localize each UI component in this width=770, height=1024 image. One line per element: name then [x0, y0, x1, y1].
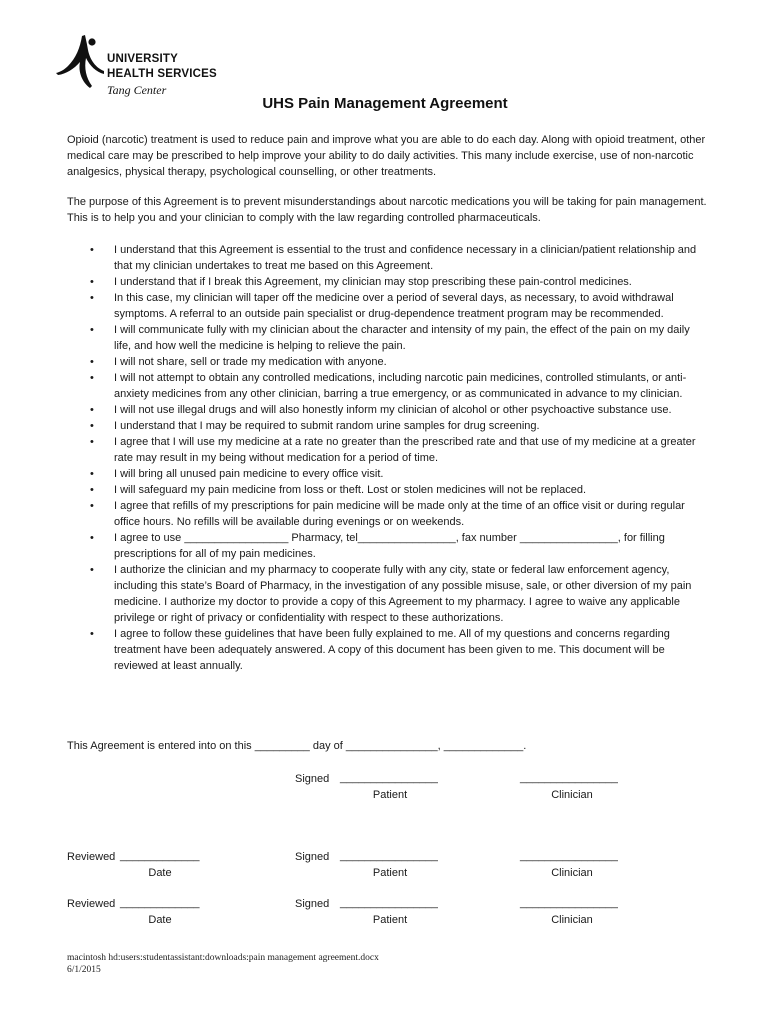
bullet-item [67, 354, 707, 370]
bullet-item [67, 482, 707, 498]
bullet-icon: • [90, 292, 94, 304]
bullet-icon: • [90, 276, 94, 288]
bullet-item [67, 626, 707, 674]
file-path: macintosh hd:users:studentassistant:downloads:pain management agreement.docx [67, 953, 379, 963]
clinician-caption: Clinician [551, 789, 593, 801]
clinician-caption: Clinician [551, 867, 593, 879]
bullet-text: I will not share, sell or trade my medication with anyone. [114, 356, 387, 368]
bullet-text: I agree to use _________________ Pharmacy, tel________________, fax number ________________, for filling prescriptions for all of my pain medicines. [114, 532, 665, 560]
patient-signature-field[interactable]: ________________ [340, 772, 438, 784]
signed-label: Signed [295, 898, 330, 910]
agreement-date-line[interactable]: This Agreement is entered into on this _________ day of _______________, _____________. [67, 740, 527, 752]
bullet-text: I agree that I will use my medicine at a rate no greater than the prescribed rate and that use of my medicine at a greater rate may result in my being without medication for a period of time. [114, 436, 696, 464]
agreement-bullet-list [67, 242, 707, 674]
clinician-signature-field[interactable]: ________________ [520, 897, 618, 909]
reviewed-label: Reviewed [67, 898, 116, 910]
clinician-signature-field[interactable]: ________________ [520, 850, 618, 862]
patient-signature-field[interactable]: ________________ [340, 897, 438, 909]
signed-label: Signed [295, 773, 330, 785]
date-caption: Date [148, 867, 172, 879]
footer-date: 6/1/2015 [67, 965, 101, 975]
bullet-text: I will safeguard my pain medicine from loss or theft. Lost or stolen medicines will not be replaced. [114, 484, 586, 496]
reviewed-date-field[interactable]: _____________ [120, 897, 200, 909]
reviewed-date-field[interactable]: _____________ [120, 850, 200, 862]
uhs-person-logo-icon [56, 32, 108, 94]
patient-caption: Patient [372, 789, 408, 801]
bullet-text: I agree that refills of my prescriptions for pain medicine will be made only at the time of an office visit or during regular office hours. No refills will be available during evenings or on weekends. [114, 500, 685, 528]
bullet-icon: • [90, 324, 94, 336]
date-caption: Date [148, 914, 172, 926]
bullet-item [67, 274, 707, 290]
bullet-item [67, 498, 707, 530]
bullet-text: In this case, my clinician will taper off the medicine over a period of several days, as necessary, to avoid withdrawal symptoms. A referral to an outside pain specialist or drug-dependence treatment program may be recommended. [114, 292, 674, 320]
org-name-line2: HEALTH SERVICES [107, 68, 217, 80]
bullet-item [67, 322, 707, 354]
patient-caption: Patient [372, 914, 408, 926]
bullet-icon: • [90, 564, 94, 576]
bullet-icon: • [90, 484, 94, 496]
bullet-icon: • [90, 356, 94, 368]
bullet-text: I authorize the clinician and my pharmacy to cooperate fully with any city, state or federal law enforcement agency, including this state’s Board of Pharmacy, in the investigation of any possible misuse, sale, or other diversion of my pain medicine. I authorize my doctor to provide a copy of this Agreement to my pharmacy. I agree to waive any applicable privilege or right of privacy or confidentiality with respect to these authorizations. [114, 564, 692, 624]
bullet-item [67, 290, 707, 322]
reviewed-label: Reviewed [67, 851, 116, 863]
bullet-text: I agree to follow these guidelines that have been fully explained to me. All of my questions and concerns regarding treatment have been adequately answered. A copy of this document has been given to me. This document will be reviewed at least annually. [114, 628, 670, 672]
document-footer [67, 952, 379, 976]
bullet-item [67, 530, 707, 562]
org-name-line1: UNIVERSITY [107, 53, 179, 65]
bullet-icon: • [90, 628, 94, 640]
bullet-icon: • [90, 436, 94, 448]
bullet-icon: • [90, 500, 94, 512]
bullet-icon: • [90, 532, 94, 544]
bullet-item [67, 466, 707, 482]
document-title: UHS Pain Management Agreement [262, 95, 508, 112]
bullet-icon: • [90, 244, 94, 256]
bullet-text: I understand that I may be required to submit random urine samples for drug screening. [114, 420, 540, 432]
purpose-paragraph: The purpose of this Agreement is to prevent misunderstandings about narcotic medications you will be taking for pain management. This is to help you and your clinician to comply with the law regarding controlled pharmaceuticals. [67, 196, 707, 224]
bullet-icon: • [90, 404, 94, 416]
intro-paragraph: Opioid (narcotic) treatment is used to reduce pain and improve what you are able to do each day. Along with opioid treatment, other medical care may be prescribed to help improve your ability to do daily activities. This many include exercise, use of non-narcotic analgesics, physical therapy, psychological counselling, or other treatments. [67, 134, 706, 178]
bullet-text: I will not attempt to obtain any controlled medications, including narcotic pain medicines, controlled stimulants, or anti-anxiety medicines from any other clinician, barring a true emergency, or as communicated in advance to my clinician. [114, 372, 687, 400]
org-subtitle: Tang Center [107, 83, 167, 97]
bullet-text: I will communicate fully with my clinician about the character and intensity of my pain, the effect of the pain on my daily life, and how well the medicine is helping to relieve the pain. [114, 324, 690, 352]
bullet-item [67, 402, 707, 418]
bullet-item [67, 370, 707, 402]
patient-caption: Patient [372, 867, 408, 879]
bullet-item [67, 418, 707, 434]
clinician-signature-field[interactable]: ________________ [520, 772, 618, 784]
uhs-logo [56, 30, 246, 100]
bullet-icon: • [90, 420, 94, 432]
bullet-item [67, 242, 707, 274]
bullet-item [67, 562, 707, 626]
bullet-icon: • [90, 468, 94, 480]
bullet-item [67, 434, 707, 466]
signed-label: Signed [295, 851, 330, 863]
patient-signature-field[interactable]: ________________ [340, 850, 438, 862]
clinician-caption: Clinician [551, 914, 593, 926]
bullet-text: I will not use illegal drugs and will also honestly inform my clinician of alcohol or other psychoactive substance use. [114, 404, 672, 416]
bullet-text: I will bring all unused pain medicine to every office visit. [114, 468, 384, 480]
bullet-text: I understand that this Agreement is essential to the trust and confidence necessary in a clinician/patient relationship and that my clinician undertakes to treat me based on this Agreement. [114, 244, 697, 272]
bullet-text: I understand that if I break this Agreement, my clinician may stop prescribing these pain-control medicines. [114, 276, 632, 288]
bullet-icon: • [90, 372, 94, 384]
